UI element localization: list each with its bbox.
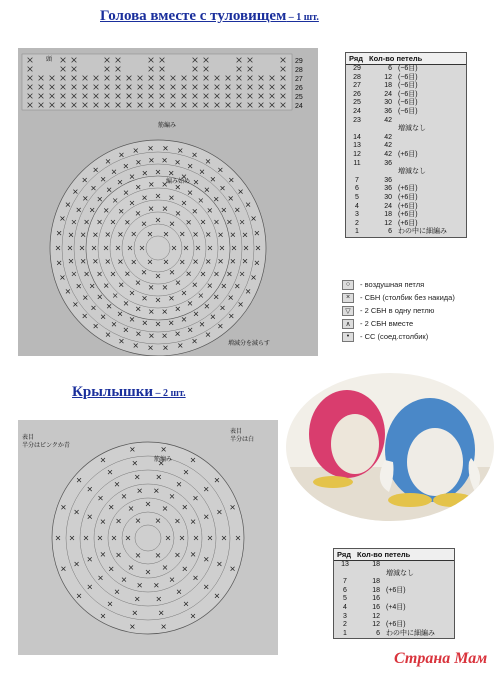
row-number: 26 — [353, 90, 361, 98]
row-label: 24 — [295, 103, 303, 110]
note: 表目 — [22, 435, 35, 441]
stitch-count: 36 — [384, 107, 392, 115]
table-row — [346, 203, 466, 212]
row-number: 14 — [353, 133, 361, 141]
table-row — [346, 65, 466, 74]
row-number: 1 — [355, 228, 359, 236]
note — [383, 613, 454, 622]
col-count: Кол-во петель — [369, 54, 423, 63]
stitch-count: 18 — [384, 211, 392, 219]
note: (−6目) — [398, 73, 418, 81]
wings-table-header — [334, 549, 454, 561]
table-row — [346, 108, 466, 117]
stitch-count: 6 — [388, 65, 392, 72]
stitch-count: 36 — [384, 159, 392, 167]
note: 頭 — [46, 57, 53, 63]
table-row — [346, 185, 466, 194]
note: (+6目) — [386, 621, 406, 629]
watermark: Страна Мам — [394, 650, 488, 667]
row-number: 5 — [355, 193, 359, 201]
row-number: 4 — [355, 202, 359, 210]
legend-item: • - СС (соед.столбик) — [342, 330, 455, 343]
head-diagram-svg — [18, 48, 318, 356]
table-row — [334, 578, 454, 587]
row-number: 7 — [343, 578, 347, 586]
table-row — [346, 82, 466, 91]
table-row — [346, 168, 466, 177]
legend — [342, 278, 455, 343]
note — [395, 117, 466, 126]
col-row: Ряд — [349, 54, 364, 63]
row-number: 6 — [355, 185, 359, 193]
table-row — [334, 630, 454, 639]
row-number: 6 — [343, 586, 347, 594]
stitch-count: 12 — [372, 612, 380, 620]
note: (+6目) — [398, 150, 418, 158]
row-number: 2 — [355, 219, 359, 227]
row-label: 28 — [295, 67, 303, 74]
row-number — [346, 168, 368, 177]
table-row — [346, 194, 466, 203]
stitch-count: 30 — [384, 99, 392, 107]
row-number: 2 — [343, 621, 347, 629]
stitch-count: 24 — [384, 202, 392, 210]
row-number: 23 — [353, 116, 361, 124]
head-table-header — [346, 53, 466, 65]
stitch-count: 18 — [372, 586, 380, 594]
note: (+6目) — [386, 586, 406, 594]
row-number: 11 — [353, 159, 361, 167]
table-row — [346, 134, 466, 143]
row-number: 27 — [353, 82, 361, 90]
table-row — [334, 604, 454, 613]
note: (−6目) — [398, 99, 418, 107]
stitch-count: 6 — [388, 228, 392, 236]
note: (+4目) — [386, 603, 406, 611]
row-number: 24 — [353, 107, 361, 115]
table-row — [346, 228, 466, 237]
table-row — [346, 151, 466, 160]
table-row — [346, 117, 466, 126]
legend-item: × - СБН (столбик без накида) — [342, 291, 455, 304]
stitch-count: 18 — [372, 561, 380, 568]
table-row — [334, 570, 454, 579]
increase-icon: ▽ — [342, 306, 354, 316]
note: (+6目) — [398, 211, 418, 219]
table-row — [346, 74, 466, 83]
table-row — [334, 613, 454, 622]
col-count: Кол-во петель — [357, 550, 411, 559]
row-number: 3 — [343, 612, 347, 620]
head-diagram — [18, 48, 318, 356]
note: (+6目) — [398, 219, 418, 227]
note: 半分はピンクか青 — [22, 443, 70, 449]
legend-item: ∧ - 2 СБН вместе — [342, 317, 455, 330]
stitch-count: 36 — [384, 176, 392, 184]
stitch-count: 6 — [376, 629, 380, 637]
stitch-count: 36 — [384, 185, 392, 193]
decrease-icon: ∧ — [342, 319, 354, 329]
note: (−6目) — [398, 90, 418, 98]
note — [383, 595, 454, 604]
table-row — [334, 621, 454, 630]
head-table — [345, 52, 467, 238]
wings-table — [333, 548, 455, 639]
table-row — [346, 125, 466, 134]
row-number: 28 — [353, 73, 361, 81]
row-number: 1 — [343, 629, 347, 637]
stitch-count — [368, 168, 395, 177]
note: わの中に細編み — [398, 228, 447, 236]
head-title-qty: – 1 шт. — [286, 12, 319, 23]
row-number: 25 — [353, 99, 361, 107]
head-table-body — [346, 65, 466, 237]
stitch-count: 16 — [372, 595, 380, 603]
note: わの中に細編み — [386, 629, 435, 637]
note: (−6目) — [398, 82, 418, 90]
note: 編み始め — [166, 179, 191, 185]
table-row — [346, 99, 466, 108]
table-row — [346, 220, 466, 229]
wings-title-text: Крылышки — [72, 384, 154, 400]
legend-item: ○ - воздушная петля — [342, 278, 455, 291]
row-number: 3 — [355, 211, 359, 219]
col-row: Ряд — [337, 550, 352, 559]
row-number: 4 — [343, 603, 347, 611]
note: 半分は白 — [230, 437, 255, 443]
row-label: 26 — [295, 85, 303, 92]
row-number: 12 — [353, 150, 361, 158]
stitch-count: 18 — [384, 82, 392, 90]
stitch-count: 18 — [372, 578, 380, 586]
row-number: 13 — [353, 142, 361, 150]
stitch-count: 42 — [384, 116, 392, 124]
wings-diagram-svg — [18, 420, 278, 655]
note: (+6目) — [398, 193, 418, 201]
head-title-text: Голова вместе с туловищем — [100, 8, 287, 24]
note — [383, 578, 454, 587]
note — [395, 142, 466, 151]
single-crochet-icon: × — [342, 293, 354, 303]
stitch-count — [356, 570, 383, 579]
note: (−6目) — [398, 65, 418, 72]
stitch-count: 12 — [384, 73, 392, 81]
stitch-count: 24 — [384, 90, 392, 98]
note: (+6目) — [398, 185, 418, 193]
note: 増減分を減らす — [228, 341, 271, 347]
note: (+6目) — [398, 202, 418, 210]
stitch-count — [368, 125, 395, 134]
stitch-count: 42 — [384, 150, 392, 158]
wings-title — [72, 384, 186, 401]
stitch-count: 12 — [384, 219, 392, 227]
note: 増減なし — [386, 569, 414, 577]
note: (−6目) — [398, 107, 418, 115]
note — [395, 160, 466, 169]
row-number: 7 — [355, 176, 359, 184]
chain-icon: ○ — [342, 280, 354, 290]
row-number: 5 — [343, 595, 347, 603]
penguin-photo — [285, 372, 495, 522]
note: 筋編み — [158, 123, 177, 129]
note — [383, 561, 454, 570]
note: 増減なし — [398, 125, 426, 133]
note: 筋編み — [154, 457, 173, 463]
row-label: 25 — [295, 94, 303, 101]
wings-table-body — [334, 561, 454, 638]
row-number: 13 — [341, 561, 349, 568]
wings-diagram — [18, 420, 278, 655]
row-label: 29 — [295, 58, 303, 65]
note: 表目 — [230, 429, 243, 435]
wings-title-qty: – 2 шт. — [153, 388, 186, 399]
stitch-count: 30 — [384, 193, 392, 201]
table-row — [334, 587, 454, 596]
head-title — [100, 8, 319, 25]
row-label: 27 — [295, 76, 303, 83]
table-row — [346, 142, 466, 151]
note — [395, 134, 466, 143]
table-row — [346, 160, 466, 169]
penguin-photo-svg — [285, 372, 495, 522]
table-row — [334, 561, 454, 570]
table-row — [346, 211, 466, 220]
stitch-count: 12 — [372, 621, 380, 629]
row-number — [334, 570, 356, 579]
table-row — [334, 595, 454, 604]
stitch-count: 42 — [384, 142, 392, 150]
note: 増減なし — [398, 168, 426, 176]
stitch-count: 16 — [372, 603, 380, 611]
legend-item: ▽ - 2 СБН в одну петлю — [342, 304, 455, 317]
row-number: 29 — [353, 65, 361, 72]
row-number — [346, 125, 368, 134]
stitch-count: 42 — [384, 133, 392, 141]
slip-stitch-icon: • — [342, 332, 354, 342]
